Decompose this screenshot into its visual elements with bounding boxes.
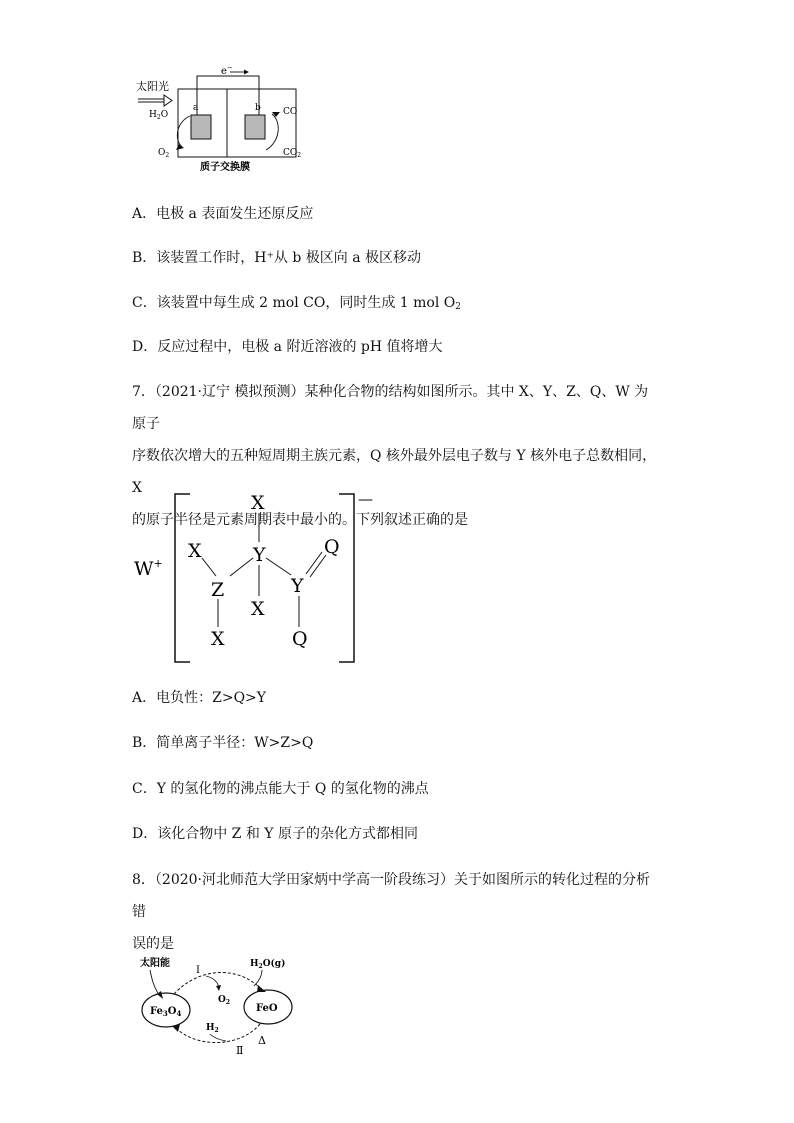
sunlight-arrow	[138, 95, 172, 106]
atom-z: Z	[211, 579, 225, 601]
q7-source: （2021·辽宁 模拟预测）	[154, 384, 305, 400]
q7-option-d: D．该化合物中 Z 和 Y 原子的杂化方式都相同	[132, 826, 418, 842]
step-ii-label: Ⅱ	[236, 1044, 244, 1054]
q7-option-a: A．电负性：Z>Q>Y	[132, 690, 267, 706]
h2o-gas-label: $H_2O(g)$	[250, 959, 286, 970]
step-i-label: I	[196, 965, 200, 976]
atom-x-mid: X	[251, 598, 265, 620]
anion-charge: —	[358, 490, 373, 508]
q7-stem-line-3: 的原子半径是元素周期表中最小的。下列叙述正确的是	[132, 512, 468, 528]
q7-stem-line-2: 序数依次增大的五种短周期主族元素，Q 核外最外层电子数与 Y 核外电子总数相同，X	[132, 448, 657, 496]
co-label: CO	[283, 107, 298, 117]
electrode-a	[191, 115, 211, 139]
cation-label: W+	[134, 557, 163, 580]
q6-option-b: B．该装置工作时，H⁺从 b 极区向 a 极区移动	[132, 250, 421, 266]
electron-arrow	[230, 70, 249, 75]
iron-oxide-cycle-diagram	[130, 944, 310, 1054]
q6-option-c: C．该装置中每生成 2 mol CO，同时生成 1 mol $O_2$	[132, 295, 461, 312]
q7-option-c: C．Y 的氢化物的沸点能大于 Q 的氢化物的沸点	[132, 781, 429, 797]
feo-label: FeO	[256, 1003, 278, 1014]
co2-label: $CO_2$	[283, 148, 302, 159]
atom-x-top: X	[251, 492, 265, 514]
atom-q-top: Q	[324, 536, 340, 558]
external-wire	[197, 76, 259, 110]
atom-x-left: X	[188, 540, 202, 562]
solar-arrow	[150, 970, 160, 996]
water-to-oxygen-arrow	[177, 116, 190, 147]
atom-y-right: Y	[291, 575, 304, 597]
electrode-b-label: b	[255, 103, 261, 113]
q8-stem-line-2: 误的是	[132, 936, 174, 952]
right-bracket	[339, 494, 354, 662]
h2-product-label: $H_2$	[206, 1023, 219, 1034]
electron-label: e−	[221, 64, 233, 77]
q7-number: 7．	[132, 384, 155, 400]
membrane-caption: 质子交换膜	[200, 162, 250, 173]
atom-y-center: Y	[253, 544, 266, 566]
heat-symbol: Δ	[258, 1034, 266, 1047]
atom-x-bottom: X	[211, 628, 225, 650]
q8-source: （2020·河北师范大学田家炳中学高一阶段练习）	[154, 872, 454, 888]
o2-product-label: $O_2$	[218, 995, 231, 1006]
q8-stem-line-1: 8．（2020·河北师范大学田家炳中学高一阶段练习）关于如图所示的转化过程的分析错	[132, 872, 650, 920]
q6-option-d: D．反应过程中，电极 a 附近溶液的 pH 值将增大	[132, 339, 443, 355]
co2-to-co-arrow	[266, 114, 278, 150]
h2-release-arrow	[210, 1034, 226, 1041]
electrolysis-cell-diagram	[130, 62, 320, 177]
q6-option-a: A．电极 a 表面发生还原反应	[132, 206, 314, 222]
q7-option-b: B．简单离子半径：W>Z>Q	[132, 735, 314, 751]
sunlight-label: 太阳光	[136, 80, 169, 93]
molecular-structure-diagram	[132, 488, 382, 668]
electrode-a-label: a	[193, 103, 199, 113]
reaction-path-i	[174, 972, 262, 994]
fe3o4-label: $Fe_3O_4$	[150, 1006, 182, 1018]
atom-q-bottom: Q	[292, 628, 308, 650]
h2o-input-arrow	[254, 970, 262, 986]
h2o-label: $H_2O$	[149, 110, 169, 121]
q8-number: 8．	[132, 872, 155, 888]
solar-energy-label: 太阳能	[140, 958, 170, 969]
q7-stem-line-1: 7．（2021·辽宁 模拟预测）某种化合物的结构如图所示。其中 X、Y、Z、Q、W 为原子	[132, 384, 649, 432]
electrode-b	[245, 115, 265, 139]
left-bracket	[175, 494, 190, 662]
o2-label: $O_2$	[158, 148, 170, 159]
